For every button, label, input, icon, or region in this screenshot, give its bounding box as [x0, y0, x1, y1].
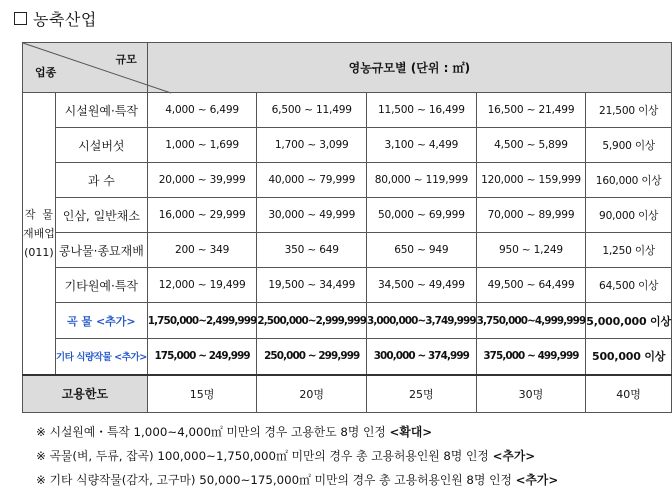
- table-row: [23, 93, 672, 128]
- value-cell: 11,500 ~ 16,499: [367, 93, 477, 128]
- value-cell: 1,750,000~2,499,999: [147, 303, 257, 339]
- value-cell: 20,000 ~ 39,999: [147, 163, 257, 198]
- value-cell: 250,000 ~ 299,999: [257, 339, 367, 375]
- row-label: 시설버섯: [55, 128, 147, 163]
- value-cell: 16,500 ~ 21,499: [476, 93, 586, 128]
- value-cell: 200 ~ 349: [147, 233, 257, 268]
- value-cell: 650 ~ 949: [367, 233, 477, 268]
- footnote: [36, 468, 558, 492]
- value-cell: 21,500 이상: [586, 93, 672, 128]
- hiring-value: 30명: [476, 375, 586, 413]
- value-cell: 64,500 이상: [586, 268, 672, 303]
- value-cell: 300,000 ~ 374,999: [367, 339, 477, 375]
- table-row: [23, 163, 672, 198]
- value-cell: 4,500 ~ 5,899: [476, 128, 586, 163]
- table-row: [23, 233, 672, 268]
- value-cell: 2,500,000~2,999,999: [257, 303, 367, 339]
- table-row: [23, 303, 672, 339]
- value-cell: 12,000 ~ 19,499: [147, 268, 257, 303]
- row-label: 시설원예·특작: [55, 93, 147, 128]
- scale-header: 규모: [115, 53, 137, 66]
- row-label: 인삼, 일반채소: [55, 198, 147, 233]
- footnote: [36, 444, 558, 468]
- value-cell: 120,000 ~ 159,999: [476, 163, 586, 198]
- row-label: 과 수: [55, 163, 147, 198]
- value-cell: 80,000 ~ 119,999: [367, 163, 477, 198]
- value-cell: 34,500 ~ 49,499: [367, 268, 477, 303]
- hiring-value: 20명: [257, 375, 367, 413]
- footnote-tag: <추가>: [492, 449, 536, 463]
- value-cell: 5,900 이상: [586, 128, 672, 163]
- section-title: [14, 6, 97, 30]
- hiring-value: 40명: [586, 375, 672, 413]
- corner-header: [23, 43, 148, 93]
- value-cell: 6,500 ~ 11,499: [257, 93, 367, 128]
- hiring-value: 25명: [367, 375, 477, 413]
- footnote: [36, 420, 558, 444]
- footnote-text: ※ 기타 식량작물(감자, 고구마) 50,000~175,000㎡ 미만의 경우 총 고용허용인원 8명 인정: [36, 473, 516, 487]
- category-line: 작 물: [24, 207, 54, 221]
- hiring-limit-label: 고용한도: [23, 375, 148, 413]
- value-cell: 1,700 ~ 3,099: [257, 128, 367, 163]
- industry-header: 업종: [35, 66, 57, 79]
- value-cell: 3,000,000~3,749,999: [367, 303, 477, 339]
- value-cell: 160,000 이상: [586, 163, 672, 198]
- value-cell: 375,000 ~ 499,999: [476, 339, 586, 375]
- value-cell: 40,000 ~ 79,999: [257, 163, 367, 198]
- row-label: 곡 물 <추가>: [55, 303, 147, 339]
- row-label: 기타원예·특작: [55, 268, 147, 303]
- category-cell: [23, 93, 56, 375]
- value-cell: 30,000 ~ 49,999: [257, 198, 367, 233]
- value-cell: 1,000 ~ 1,699: [147, 128, 257, 163]
- footnotes: [36, 420, 558, 492]
- value-cell: 50,000 ~ 69,999: [367, 198, 477, 233]
- table-row: [23, 268, 672, 303]
- value-cell: 70,000 ~ 89,999: [476, 198, 586, 233]
- table-row: [23, 339, 672, 375]
- row-label: 기타 식량작물 <추가>: [55, 339, 147, 375]
- value-cell: 5,000,000 이상: [586, 303, 672, 339]
- size-header: 영농규모별 (단위 : ㎡): [147, 43, 671, 93]
- row-label: 콩나물·종묘재배: [55, 233, 147, 268]
- table-row: [23, 198, 672, 233]
- employment-limit-table: [22, 42, 672, 413]
- value-cell: 350 ~ 649: [257, 233, 367, 268]
- value-cell: 4,000 ~ 6,499: [147, 93, 257, 128]
- footnote-text: ※ 곡물(벼, 두류, 잡곡) 100,000~1,750,000㎡ 미만의 경우 총 고용허용인원 8명 인정: [36, 449, 493, 463]
- checkbox-icon: [14, 12, 27, 25]
- category-line: (011): [24, 245, 54, 259]
- value-cell: 3,750,000~4,999,999: [476, 303, 586, 339]
- category-line: 재배업: [23, 226, 55, 240]
- value-cell: 49,500 ~ 64,499: [476, 268, 586, 303]
- value-cell: 16,000 ~ 29,999: [147, 198, 257, 233]
- value-cell: 500,000 이상: [586, 339, 672, 375]
- value-cell: 175,000 ~ 249,999: [147, 339, 257, 375]
- footnote-tag: <확대>: [389, 425, 433, 439]
- footnote-tag: <추가>: [515, 473, 559, 487]
- value-cell: 3,100 ~ 4,499: [367, 128, 477, 163]
- value-cell: 1,250 이상: [586, 233, 672, 268]
- value-cell: 19,500 ~ 34,499: [257, 268, 367, 303]
- table-row: [23, 128, 672, 163]
- hiring-value: 15명: [147, 375, 257, 413]
- value-cell: 90,000 이상: [586, 198, 672, 233]
- section-title-text: 농축산업: [33, 9, 97, 29]
- hiring-limit-row: [23, 375, 672, 413]
- footnote-text: ※ 시설원예・특작 1,000~4,000㎡ 미만의 경우 고용한도 8명 인정: [36, 425, 390, 439]
- value-cell: 950 ~ 1,249: [476, 233, 586, 268]
